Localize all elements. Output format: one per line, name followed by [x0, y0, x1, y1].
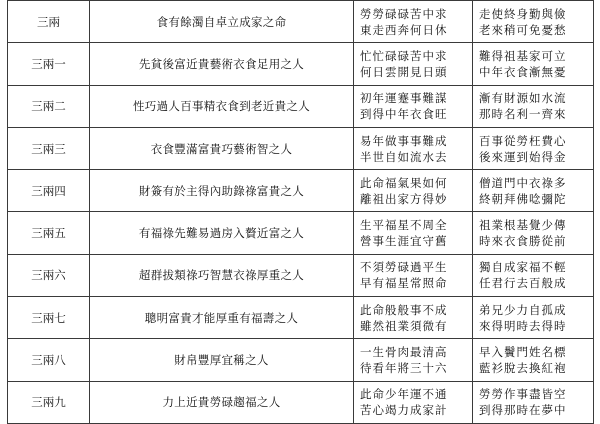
verse-cell-right	[473, 254, 594, 296]
weight-cell: 三兩	[8, 1, 90, 43]
table-row	[8, 85, 594, 127]
verse-cell-left	[354, 381, 473, 423]
verse-line: 那時名利一齊來	[479, 107, 567, 122]
description-cell: 財簽有於主得內助錄祿富貴之人	[90, 170, 354, 212]
verse-cell-right	[473, 339, 594, 381]
description-cell: 有福祿先難易過房入贅近富之人	[90, 212, 354, 254]
fortune-weight-table	[7, 0, 594, 424]
verse-line: 何日雲開見日頭	[360, 64, 448, 79]
verse-line: 苦心竭力成家計	[360, 403, 448, 418]
verse-line: 到得那時在夢中	[479, 403, 567, 418]
verse-line: 忙忙碌碌苦中求	[360, 48, 448, 63]
verse-line: 到得中年衣食旺	[360, 107, 448, 122]
verse-line: 任君行去百般成	[479, 276, 567, 291]
description-cell: 性巧過人百事精衣食到老近貴之人	[90, 85, 354, 127]
description-cell: 食有餘濁自卓立成家之命	[90, 1, 354, 43]
verse-line: 營事生涯宜守舊	[360, 234, 448, 249]
verse-line: 弟兄少力自孤成	[479, 302, 567, 317]
table-row	[8, 170, 594, 212]
weight-cell: 三兩一	[8, 43, 90, 85]
table-row	[8, 1, 594, 43]
verse-cell-left	[354, 85, 473, 127]
description-cell: 力上近貴勞碌趨福之人	[90, 381, 354, 423]
verse-line: 祖業根基覺少傳	[479, 218, 567, 233]
verse-line: 走使終身勤與儉	[479, 6, 567, 21]
verse-line: 易年做事事難成	[360, 133, 448, 148]
verse-line: 時來衣食勝從前	[479, 234, 567, 249]
verse-cell-right	[473, 127, 594, 169]
verse-cell-left	[354, 170, 473, 212]
verse-line: 來得明時去得時	[479, 318, 567, 333]
verse-line: 僧道門中衣祿多	[479, 175, 567, 190]
verse-line: 東走西奔何日休	[360, 22, 448, 37]
weight-cell: 三兩八	[8, 339, 90, 381]
description-cell: 先貧後富近貴藝術衣食足用之人	[90, 43, 354, 85]
weight-cell: 三兩三	[8, 127, 90, 169]
description-cell: 聰明富貴才能厚重有福壽之人	[90, 297, 354, 339]
verse-line: 中年衣食漸無憂	[479, 64, 567, 79]
verse-line: 藍衫脫去換紅袍	[479, 361, 567, 376]
verse-line: 雖然祖業須微有	[360, 318, 448, 333]
verse-line: 老來稍可免憂愁	[479, 22, 567, 37]
table-row	[8, 297, 594, 339]
weight-cell: 三兩二	[8, 85, 90, 127]
verse-line: 不須勞碌過平生	[360, 260, 448, 275]
verse-cell-right	[473, 297, 594, 339]
verse-cell-left	[354, 1, 473, 43]
verse-cell-left	[354, 212, 473, 254]
description-cell: 超群拔類祿巧智慧衣祿厚重之人	[90, 254, 354, 296]
weight-cell: 三兩四	[8, 170, 90, 212]
verse-line: 早入鬢門姓名標	[479, 345, 567, 360]
table-row	[8, 127, 594, 169]
table-row	[8, 212, 594, 254]
verse-line: 獨自成家福不輕	[479, 260, 567, 275]
verse-cell-right	[473, 1, 594, 43]
weight-cell: 三兩五	[8, 212, 90, 254]
description-cell: 財帛豐厚宜稱之人	[90, 339, 354, 381]
verse-line: 離祖出家方得妙	[360, 191, 448, 206]
verse-line: 漸有財源如水流	[479, 91, 567, 106]
verse-line: 百事從勞枉費心	[479, 133, 567, 148]
verse-line: 生平福星不周全	[360, 218, 448, 233]
verse-cell-left	[354, 297, 473, 339]
verse-line: 此命少年運不通	[360, 387, 448, 402]
verse-line: 待看年將三十六	[360, 361, 448, 376]
verse-cell-left	[354, 254, 473, 296]
verse-cell-right	[473, 212, 594, 254]
description-cell: 衣食豐滿富貴巧藝術智之人	[90, 127, 354, 169]
verse-cell-left	[354, 127, 473, 169]
verse-line: 初年運蹇事難謀	[360, 91, 448, 106]
verse-line: 勞勞碌碌苦中求	[360, 6, 448, 21]
verse-line: 難得祖基家可立	[479, 48, 567, 63]
verse-line: 此命福氣果如何	[360, 175, 448, 190]
table-row	[8, 254, 594, 296]
verse-cell-right	[473, 381, 594, 423]
verse-line: 此命般般事不成	[360, 302, 448, 317]
weight-cell: 三兩七	[8, 297, 90, 339]
verse-line: 後來運到始得金	[479, 149, 567, 164]
verse-line: 勞勞作事盡皆空	[479, 387, 567, 402]
verse-line: 一生骨肉最清高	[360, 345, 448, 360]
weight-cell: 三兩六	[8, 254, 90, 296]
verse-cell-right	[473, 85, 594, 127]
verse-line: 早有福星常照命	[360, 276, 448, 291]
table-row	[8, 43, 594, 85]
verse-cell-left	[354, 43, 473, 85]
table-row	[8, 381, 594, 423]
verse-cell-right	[473, 170, 594, 212]
verse-line: 半世自如流水去	[360, 149, 448, 164]
verse-line: 終朝拜佛唸彌陀	[479, 191, 567, 206]
verse-cell-right	[473, 43, 594, 85]
table-row	[8, 339, 594, 381]
weight-cell: 三兩九	[8, 381, 90, 423]
verse-cell-left	[354, 339, 473, 381]
